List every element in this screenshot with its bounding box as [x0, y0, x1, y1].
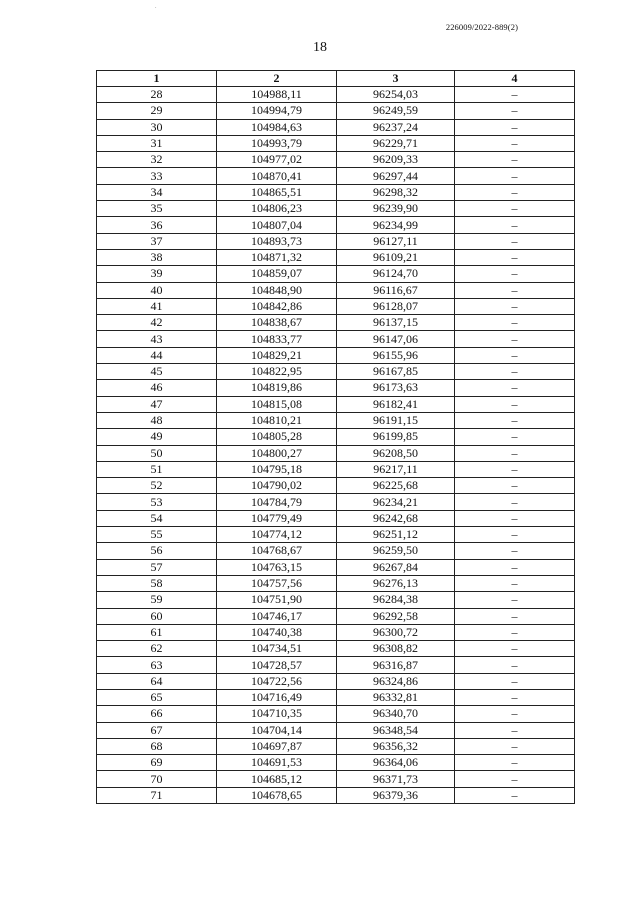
x-coordinate-cell: 104893,73 — [217, 233, 337, 249]
table-body — [97, 87, 575, 804]
note-cell: – — [455, 445, 575, 461]
y-coordinate-cell: 96191,15 — [337, 412, 455, 428]
note-cell: – — [455, 575, 575, 591]
note-cell: – — [455, 201, 575, 217]
note-cell: – — [455, 119, 575, 135]
note-cell: – — [455, 282, 575, 298]
y-coordinate-cell: 96182,41 — [337, 396, 455, 412]
y-coordinate-cell: 96292,58 — [337, 608, 455, 624]
point-number-cell: 64 — [97, 673, 217, 689]
x-coordinate-cell: 104807,04 — [217, 217, 337, 233]
note-cell: – — [455, 608, 575, 624]
x-coordinate-cell: 104678,65 — [217, 787, 337, 803]
y-coordinate-cell: 96109,21 — [337, 249, 455, 265]
y-coordinate-cell: 96225,68 — [337, 478, 455, 494]
x-coordinate-cell: 104988,11 — [217, 87, 337, 103]
y-coordinate-cell: 96379,36 — [337, 787, 455, 803]
x-coordinate-cell: 104806,23 — [217, 201, 337, 217]
note-cell: – — [455, 755, 575, 771]
table-row — [97, 364, 575, 380]
note-cell: – — [455, 738, 575, 754]
x-coordinate-cell: 104740,38 — [217, 624, 337, 640]
x-coordinate-cell: 104763,15 — [217, 559, 337, 575]
y-coordinate-cell: 96217,11 — [337, 461, 455, 477]
point-number-cell: 52 — [97, 478, 217, 494]
table-row — [97, 217, 575, 233]
point-number-cell: 47 — [97, 396, 217, 412]
point-number-cell: 29 — [97, 103, 217, 119]
y-coordinate-cell: 96340,70 — [337, 706, 455, 722]
table-row — [97, 722, 575, 738]
y-coordinate-cell: 96267,84 — [337, 559, 455, 575]
note-cell: – — [455, 87, 575, 103]
table-row — [97, 119, 575, 135]
x-coordinate-cell: 104822,95 — [217, 364, 337, 380]
table-row — [97, 575, 575, 591]
x-coordinate-cell: 104842,86 — [217, 298, 337, 314]
x-coordinate-cell: 104800,27 — [217, 445, 337, 461]
point-number-cell: 31 — [97, 135, 217, 151]
point-number-cell: 67 — [97, 722, 217, 738]
x-coordinate-cell: 104865,51 — [217, 184, 337, 200]
point-number-cell: 38 — [97, 249, 217, 265]
x-coordinate-cell: 104746,17 — [217, 608, 337, 624]
y-coordinate-cell: 96276,13 — [337, 575, 455, 591]
table-row — [97, 543, 575, 559]
y-coordinate-cell: 96116,67 — [337, 282, 455, 298]
table-row — [97, 184, 575, 200]
point-number-cell: 49 — [97, 429, 217, 445]
note-cell: – — [455, 673, 575, 689]
note-cell: – — [455, 266, 575, 282]
table-row — [97, 347, 575, 363]
point-number-cell: 30 — [97, 119, 217, 135]
note-cell: – — [455, 706, 575, 722]
x-coordinate-cell: 104815,08 — [217, 396, 337, 412]
x-coordinate-cell: 104774,12 — [217, 527, 337, 543]
point-number-cell: 35 — [97, 201, 217, 217]
y-coordinate-cell: 96284,38 — [337, 592, 455, 608]
y-coordinate-cell: 96364,06 — [337, 755, 455, 771]
x-coordinate-cell: 104697,87 — [217, 738, 337, 754]
table-header-row — [97, 71, 575, 87]
point-number-cell: 33 — [97, 168, 217, 184]
point-number-cell: 58 — [97, 575, 217, 591]
y-coordinate-cell: 96239,90 — [337, 201, 455, 217]
point-number-cell: 71 — [97, 787, 217, 803]
table-row — [97, 461, 575, 477]
x-coordinate-cell: 104704,14 — [217, 722, 337, 738]
note-cell: – — [455, 461, 575, 477]
x-coordinate-cell: 104984,63 — [217, 119, 337, 135]
y-coordinate-cell: 96298,32 — [337, 184, 455, 200]
x-coordinate-cell: 104994,79 — [217, 103, 337, 119]
note-cell: – — [455, 380, 575, 396]
point-number-cell: 59 — [97, 592, 217, 608]
y-coordinate-cell: 96316,87 — [337, 657, 455, 673]
point-number-cell: 61 — [97, 624, 217, 640]
x-coordinate-cell: 104829,21 — [217, 347, 337, 363]
note-cell: – — [455, 347, 575, 363]
table-row — [97, 315, 575, 331]
point-number-cell: 46 — [97, 380, 217, 396]
point-number-cell: 57 — [97, 559, 217, 575]
y-coordinate-cell: 96208,50 — [337, 445, 455, 461]
x-coordinate-cell: 104870,41 — [217, 168, 337, 184]
y-coordinate-cell: 96308,82 — [337, 641, 455, 657]
x-coordinate-cell: 104716,49 — [217, 689, 337, 705]
note-cell: – — [455, 249, 575, 265]
x-coordinate-cell: 104722,56 — [217, 673, 337, 689]
table-row — [97, 201, 575, 217]
y-coordinate-cell: 96128,07 — [337, 298, 455, 314]
point-number-cell: 40 — [97, 282, 217, 298]
x-coordinate-cell: 104710,35 — [217, 706, 337, 722]
y-coordinate-cell: 96234,99 — [337, 217, 455, 233]
table-row — [97, 510, 575, 526]
y-coordinate-cell: 96155,96 — [337, 347, 455, 363]
table-row — [97, 608, 575, 624]
y-coordinate-cell: 96371,73 — [337, 771, 455, 787]
table-row — [97, 494, 575, 510]
table-row — [97, 527, 575, 543]
note-cell: – — [455, 217, 575, 233]
x-coordinate-cell: 104768,67 — [217, 543, 337, 559]
table-row — [97, 282, 575, 298]
x-coordinate-cell: 104795,18 — [217, 461, 337, 477]
x-coordinate-cell: 104790,02 — [217, 478, 337, 494]
note-cell: – — [455, 233, 575, 249]
point-number-cell: 32 — [97, 152, 217, 168]
column-header-1: 1 — [97, 71, 217, 87]
column-header-4: 4 — [455, 71, 575, 87]
note-cell: – — [455, 689, 575, 705]
table-row — [97, 249, 575, 265]
x-coordinate-cell: 104691,53 — [217, 755, 337, 771]
table-row — [97, 706, 575, 722]
point-number-cell: 60 — [97, 608, 217, 624]
x-coordinate-cell: 104751,90 — [217, 592, 337, 608]
note-cell: – — [455, 184, 575, 200]
table-row — [97, 103, 575, 119]
y-coordinate-cell: 96167,85 — [337, 364, 455, 380]
point-number-cell: 28 — [97, 87, 217, 103]
point-number-cell: 43 — [97, 331, 217, 347]
note-cell: – — [455, 103, 575, 119]
point-number-cell: 70 — [97, 771, 217, 787]
note-cell: – — [455, 787, 575, 803]
y-coordinate-cell: 96209,33 — [337, 152, 455, 168]
point-number-cell: 48 — [97, 412, 217, 428]
table-row — [97, 592, 575, 608]
x-coordinate-cell: 104805,28 — [217, 429, 337, 445]
table-row — [97, 298, 575, 314]
note-cell: – — [455, 315, 575, 331]
y-coordinate-cell: 96199,85 — [337, 429, 455, 445]
y-coordinate-cell: 96237,24 — [337, 119, 455, 135]
column-header-2: 2 — [217, 71, 337, 87]
x-coordinate-cell: 104993,79 — [217, 135, 337, 151]
note-cell: – — [455, 298, 575, 314]
note-cell: – — [455, 168, 575, 184]
point-number-cell: 53 — [97, 494, 217, 510]
note-cell: – — [455, 559, 575, 575]
y-coordinate-cell: 96297,44 — [337, 168, 455, 184]
note-cell: – — [455, 771, 575, 787]
point-number-cell: 41 — [97, 298, 217, 314]
point-number-cell: 56 — [97, 543, 217, 559]
note-cell: – — [455, 494, 575, 510]
point-number-cell: 45 — [97, 364, 217, 380]
table-row — [97, 755, 575, 771]
point-number-cell: 55 — [97, 527, 217, 543]
table-row — [97, 689, 575, 705]
table-row — [97, 331, 575, 347]
x-coordinate-cell: 104779,49 — [217, 510, 337, 526]
table-row — [97, 624, 575, 640]
point-number-cell: 50 — [97, 445, 217, 461]
y-coordinate-cell: 96137,15 — [337, 315, 455, 331]
point-number-cell: 51 — [97, 461, 217, 477]
point-number-cell: 54 — [97, 510, 217, 526]
point-number-cell: 68 — [97, 738, 217, 754]
y-coordinate-cell: 96147,06 — [337, 331, 455, 347]
x-coordinate-cell: 104833,77 — [217, 331, 337, 347]
x-coordinate-cell: 104757,56 — [217, 575, 337, 591]
table-row — [97, 559, 575, 575]
note-cell: – — [455, 429, 575, 445]
table-row — [97, 168, 575, 184]
x-coordinate-cell: 104784,79 — [217, 494, 337, 510]
y-coordinate-cell: 96259,50 — [337, 543, 455, 559]
y-coordinate-cell: 96124,70 — [337, 266, 455, 282]
x-coordinate-cell: 104685,12 — [217, 771, 337, 787]
point-number-cell: 36 — [97, 217, 217, 233]
y-coordinate-cell: 96249,59 — [337, 103, 455, 119]
note-cell: – — [455, 641, 575, 657]
point-number-cell: 69 — [97, 755, 217, 771]
x-coordinate-cell: 104728,57 — [217, 657, 337, 673]
x-coordinate-cell: 104977,02 — [217, 152, 337, 168]
table-row — [97, 380, 575, 396]
table-row — [97, 266, 575, 282]
note-cell: – — [455, 592, 575, 608]
document-reference: 226009/2022-889(2) — [445, 22, 518, 32]
table-row — [97, 641, 575, 657]
y-coordinate-cell: 96173,63 — [337, 380, 455, 396]
table-row — [97, 135, 575, 151]
point-number-cell: 44 — [97, 347, 217, 363]
x-coordinate-cell: 104810,21 — [217, 412, 337, 428]
table-row — [97, 152, 575, 168]
note-cell: – — [455, 624, 575, 640]
table-row — [97, 738, 575, 754]
table-row — [97, 478, 575, 494]
table-row — [97, 673, 575, 689]
page-number: 18 — [313, 40, 327, 55]
note-cell: – — [455, 152, 575, 168]
note-cell: – — [455, 364, 575, 380]
point-number-cell: 42 — [97, 315, 217, 331]
y-coordinate-cell: 96348,54 — [337, 722, 455, 738]
note-cell: – — [455, 657, 575, 673]
y-coordinate-cell: 96251,12 — [337, 527, 455, 543]
point-number-cell: 65 — [97, 689, 217, 705]
y-coordinate-cell: 96324,86 — [337, 673, 455, 689]
coordinates-table — [96, 70, 575, 804]
point-number-cell: 62 — [97, 641, 217, 657]
y-coordinate-cell: 96254,03 — [337, 87, 455, 103]
note-cell: – — [455, 722, 575, 738]
point-number-cell: 66 — [97, 706, 217, 722]
table-row — [97, 445, 575, 461]
point-number-cell: 39 — [97, 266, 217, 282]
x-coordinate-cell: 104871,32 — [217, 249, 337, 265]
x-coordinate-cell: 104734,51 — [217, 641, 337, 657]
table-row — [97, 657, 575, 673]
note-cell: – — [455, 331, 575, 347]
y-coordinate-cell: 96127,11 — [337, 233, 455, 249]
table-row — [97, 87, 575, 103]
x-coordinate-cell: 104848,90 — [217, 282, 337, 298]
y-coordinate-cell: 96332,81 — [337, 689, 455, 705]
y-coordinate-cell: 96242,68 — [337, 510, 455, 526]
note-cell: – — [455, 510, 575, 526]
note-cell: – — [455, 412, 575, 428]
table-row — [97, 233, 575, 249]
x-coordinate-cell: 104819,86 — [217, 380, 337, 396]
table-row — [97, 412, 575, 428]
y-coordinate-cell: 96229,71 — [337, 135, 455, 151]
x-coordinate-cell: 104859,07 — [217, 266, 337, 282]
table-row — [97, 787, 575, 803]
note-cell: – — [455, 478, 575, 494]
point-number-cell: 37 — [97, 233, 217, 249]
point-number-cell: 34 — [97, 184, 217, 200]
note-cell: – — [455, 527, 575, 543]
x-coordinate-cell: 104838,67 — [217, 315, 337, 331]
column-header-3: 3 — [337, 71, 455, 87]
y-coordinate-cell: 96234,21 — [337, 494, 455, 510]
note-cell: – — [455, 396, 575, 412]
y-coordinate-cell: 96300,72 — [337, 624, 455, 640]
point-number-cell: 63 — [97, 657, 217, 673]
note-cell: – — [455, 543, 575, 559]
scan-tick-mark: . — [155, 4, 157, 10]
table-row — [97, 396, 575, 412]
table-row — [97, 771, 575, 787]
table-row — [97, 429, 575, 445]
note-cell: – — [455, 135, 575, 151]
y-coordinate-cell: 96356,32 — [337, 738, 455, 754]
